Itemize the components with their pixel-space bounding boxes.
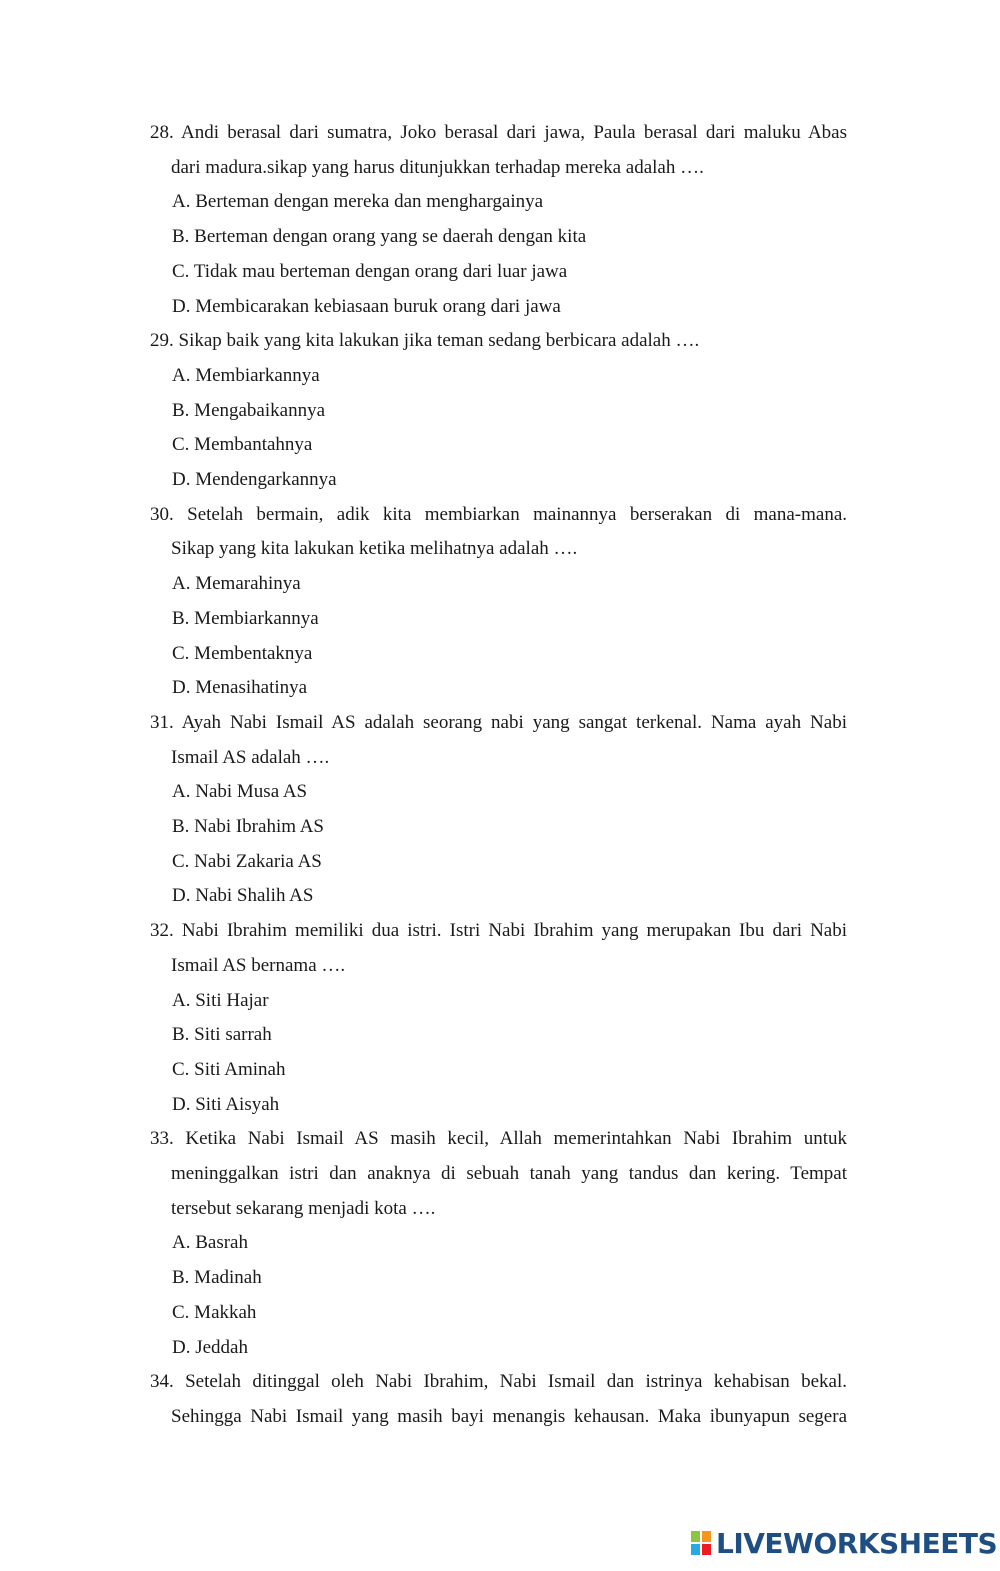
answer-option: D. Membicarakan kebiasaan buruk orang dari jawa	[172, 295, 561, 317]
liveworksheets-watermark	[690, 1527, 997, 1559]
question-text-continued: dari madura.sikap yang harus ditunjukkan terhadap mereka adalah ….	[171, 156, 704, 178]
question-text-continued: meninggalkan istri dan anaknya di sebuah tanah yang tandus dan kering. Tempat	[171, 1163, 847, 1184]
question-text: 28. Andi berasal dari sumatra, Joko berasal dari jawa, Paula berasal dari maluku Abas	[150, 122, 847, 143]
answer-option: B. Mengabaikannya	[172, 399, 326, 421]
question-text: 32. Nabi Ibrahim memiliki dua istri. Istri Nabi Ibrahim yang merupakan Ibu dari Nabi	[150, 920, 847, 942]
answer-option: A. Memarahinya	[172, 573, 301, 595]
answer-option: B. Madinah	[172, 1267, 262, 1289]
answer-option: D. Siti Aisyah	[172, 1093, 280, 1115]
answer-option: C. Tidak mau berteman dengan orang dari luar jawa	[172, 260, 568, 282]
question-text: 29. Sikap baik yang kita lakukan jika teman sedang berbicara adalah ….	[150, 330, 700, 352]
answer-option: D. Menasihatinya	[172, 677, 308, 699]
answer-option: B. Membiarkannya	[172, 607, 319, 629]
answer-option: B. Berteman dengan orang yang se daerah dengan kita	[172, 226, 587, 248]
question-text: 31. Ayah Nabi Ismail AS adalah seorang nabi yang sangat terkenal. Nama ayah Nabi	[150, 711, 847, 733]
answer-option: C. Siti Aminah	[172, 1058, 286, 1080]
question-text: 34. Setelah ditinggal oleh Nabi Ibrahim, Nabi Ismail dan istrinya kehabisan bekal.	[150, 1371, 847, 1393]
question-text: 33. Ketika Nabi Ismail AS masih kecil, Allah memerintahkan Nabi Ibrahim untuk	[150, 1128, 847, 1150]
answer-option: D. Nabi Shalih AS	[172, 885, 314, 907]
question-text-continued: Ismail AS bernama ….	[171, 954, 346, 976]
answer-option: A. Nabi Musa AS	[172, 781, 308, 803]
answer-option: B. Siti sarrah	[172, 1024, 272, 1046]
answer-option: A. Basrah	[172, 1232, 248, 1254]
question-text-continued: tersebut sekarang menjadi kota ….	[171, 1197, 436, 1219]
question-text: 30. Setelah bermain, adik kita membiarkan mainannya berserakan di mana-mana.	[150, 503, 847, 525]
answer-option: C. Membentaknya	[172, 642, 313, 664]
answer-option: A. Siti Hajar	[172, 989, 269, 1011]
liveworksheets-logo-icon	[690, 1530, 712, 1556]
question-text-continued: Ismail AS adalah ….	[171, 746, 330, 768]
answer-option: C. Membantahnya	[172, 434, 313, 456]
answer-option: A. Berteman dengan mereka dan menghargainya	[172, 191, 544, 213]
answer-option: D. Mendengarkannya	[172, 469, 337, 490]
question-text-continued: Sehingga Nabi Ismail yang masih bayi menangis kehausan. Maka ibunyapun segera	[171, 1405, 847, 1427]
question-text-continued: Sikap yang kita lakukan ketika melihatnya adalah ….	[171, 538, 578, 560]
answer-option: C. Makkah	[172, 1301, 257, 1323]
brand-name: LIVEWORKSHEETS	[716, 1526, 998, 1560]
answer-option: C. Nabi Zakaria AS	[172, 850, 322, 872]
answer-option: A. Membiarkannya	[172, 364, 320, 386]
answer-option: B. Nabi Ibrahim AS	[172, 816, 324, 837]
answer-option: D. Jeddah	[172, 1336, 248, 1358]
